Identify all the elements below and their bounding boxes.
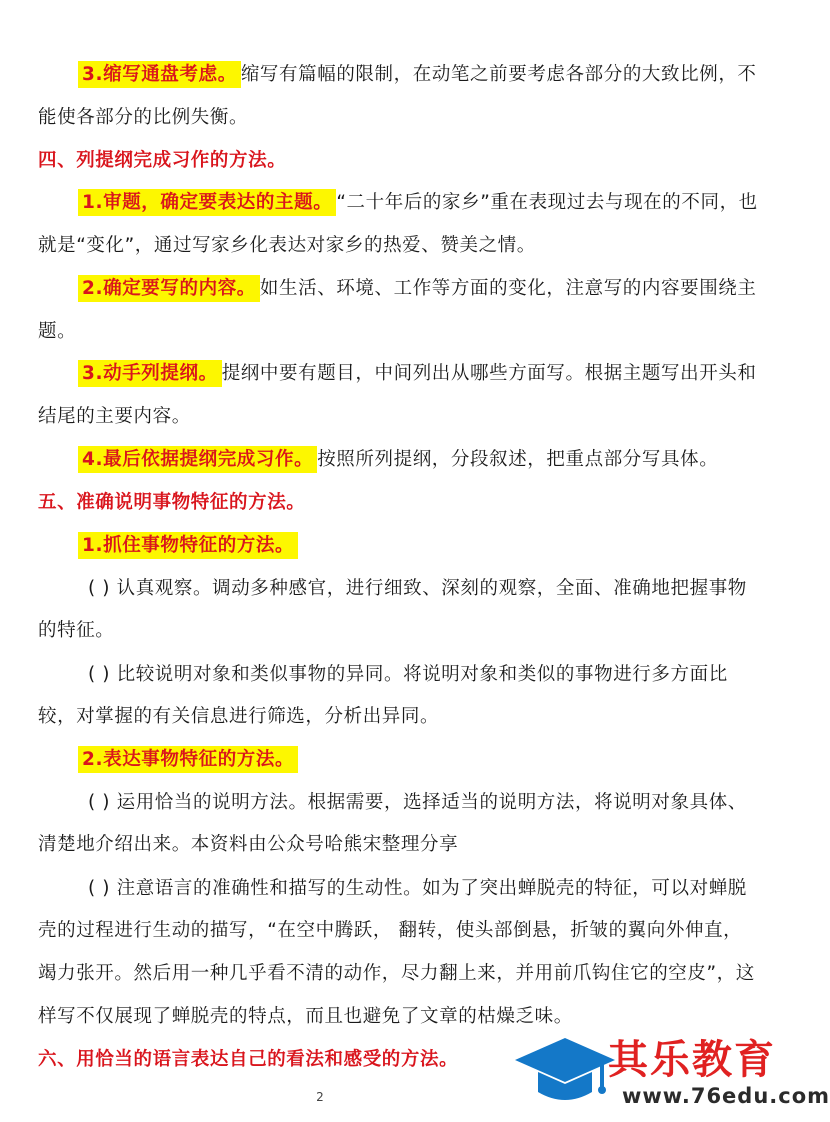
paragraph-text: “二十年后的家乡”重在表现过去与现在的不同，也 — [336, 192, 758, 213]
paragraph-line: 清楚地介绍出来。本资料由公众号哈熊宋整理分享 — [38, 834, 459, 855]
paragraph-step-1 — [78, 190, 758, 216]
highlighted-lead: 2.确定要写的内容。 — [78, 275, 260, 302]
paragraph-step-4 — [78, 447, 718, 473]
highlighted-lead: 3.缩写通盘考虑。 — [78, 61, 241, 88]
highlighted-lead: 4.最后依据提纲完成习作。 — [78, 446, 317, 473]
paragraph-step-3 — [78, 361, 757, 387]
highlighted-lead: 2.表达事物特征的方法。 — [78, 746, 298, 773]
paragraph-line: 能使各部分的比例失衡。 — [38, 107, 249, 128]
paragraph-line: 的特征。 — [38, 620, 115, 641]
paragraph-text: 如生活、环境、工作等方面的变化，注意写的内容要围绕主 — [259, 278, 757, 299]
section-heading-6: 六、用恰当的语言表达自己的看法和感受的方法。 — [38, 1049, 459, 1070]
logo-url: www.76edu.com — [622, 1084, 830, 1108]
paragraph-line: 较，对掌握的有关信息进行筛选，分析出异同。 — [38, 706, 440, 727]
section-heading-4: 四、列提纲完成习作的方法。 — [38, 150, 287, 171]
paragraph-text: 按照所列提纲，分段叙述，把重点部分写具体。 — [317, 449, 719, 470]
paragraph-line: ( ) 认真观察。调动多种感官，进行细致、深刻的观察，全面、准确地把握事物 — [88, 578, 747, 599]
graduation-cap-icon — [510, 1028, 620, 1118]
paragraph-text: 缩写有篇幅的限制，在动笔之前要考虑各部分的大致比例，不 — [240, 64, 757, 85]
highlighted-lead: 1.抓住事物特征的方法。 — [78, 532, 298, 559]
subheading-express-features — [78, 747, 298, 773]
paragraph-line: ( ) 比较说明对象和类似事物的异同。将说明对象和类似的事物进行多方面比 — [88, 664, 728, 685]
logo-name: 其乐教育 — [608, 1037, 776, 1083]
subheading-grasp-features — [78, 533, 298, 559]
paragraph-line: 竭力张开。然后用一种几乎看不清的动作，尽力翻上来，并用前爪钩住它的空皮”，这 — [38, 963, 755, 984]
paragraph-line: 样写不仅展现了蝉脱壳的特点，而且也避免了文章的枯燥乏味。 — [38, 1006, 573, 1027]
paragraph-line: 题。 — [38, 321, 77, 342]
paragraph-step-2 — [78, 276, 757, 302]
highlighted-lead: 1.审题，确定要表达的主题。 — [78, 189, 336, 216]
brand-logo — [510, 1028, 830, 1118]
highlighted-lead: 3.动手列提纲。 — [78, 360, 222, 387]
paragraph-line: ( ) 运用恰当的说明方法。根据需要，选择适当的说明方法，将说明对象具体、 — [88, 792, 747, 813]
paragraph-condense-plan — [78, 62, 757, 88]
section-heading-5: 五、准确说明事物特征的方法。 — [38, 492, 306, 513]
paragraph-line: 壳的过程进行生动的描写，“在空中腾跃， 翻转，使头部倒悬，折皱的翼向外伸直， — [38, 920, 743, 941]
paragraph-text: 提纲中要有题目，中间列出从哪些方面写。根据主题写出开头和 — [221, 363, 757, 384]
paragraph-line: 结尾的主要内容。 — [38, 406, 191, 427]
paragraph-line: ( ) 注意语言的准确性和描写的生动性。如为了突出蝉脱壳的特征，可以对蝉脱 — [88, 878, 747, 899]
paragraph-line: 就是“变化”，通过写家乡化表达对家乡的热爱、赞美之情。 — [38, 235, 536, 256]
page-number: 2 — [316, 1090, 324, 1104]
